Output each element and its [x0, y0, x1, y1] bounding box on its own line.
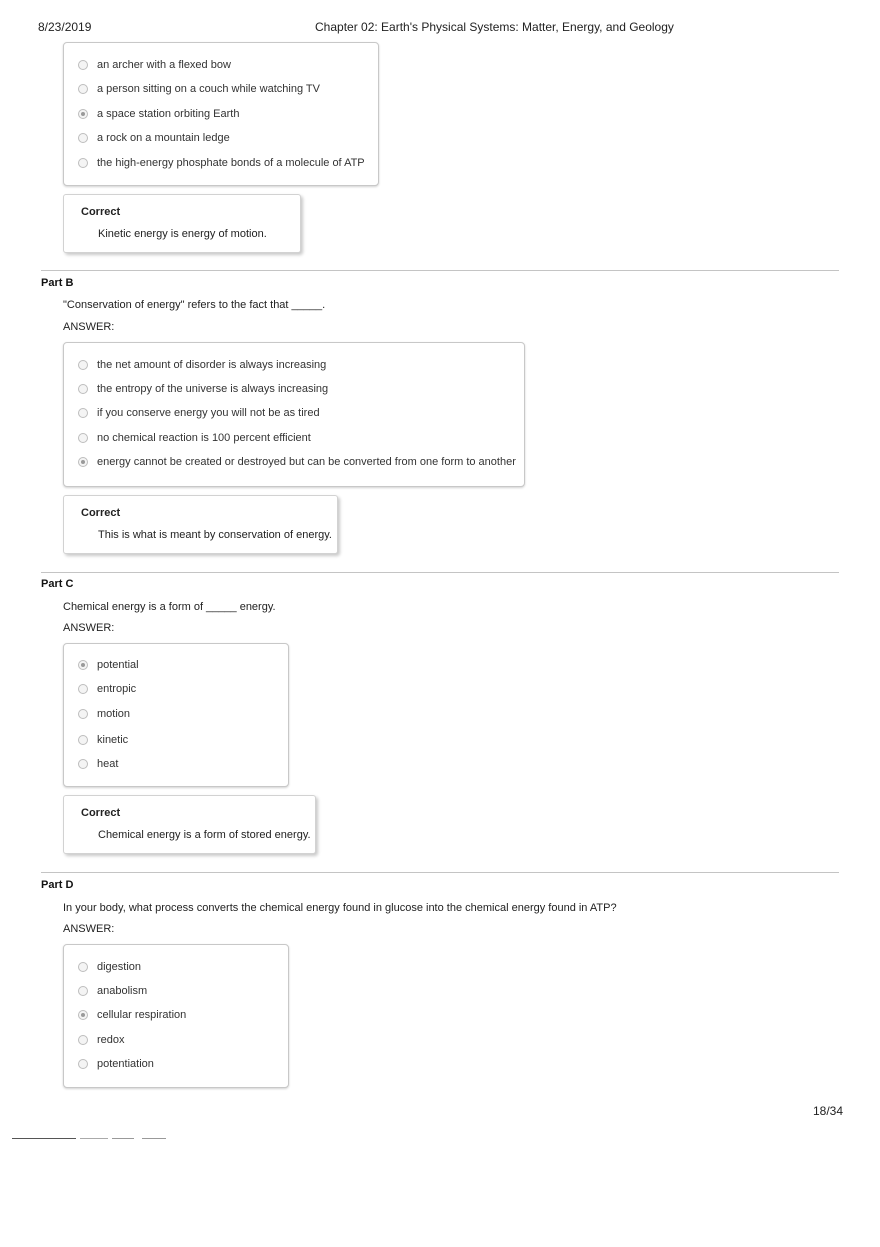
radio-icon[interactable] [78, 986, 88, 996]
partc-options-box: potential entropic motion kinetic heat [63, 643, 289, 787]
feedback-text: Chemical energy is a form of stored energy. [98, 829, 311, 841]
parta-feedback [63, 194, 301, 253]
partd-answer-label: ANSWER: [63, 923, 115, 935]
partd-title: Part D [41, 879, 74, 891]
radio-icon[interactable] [78, 133, 88, 143]
partc-answer-label: ANSWER: [63, 622, 115, 634]
print-date: 8/23/2019 [38, 20, 92, 34]
radio-icon[interactable] [78, 962, 88, 972]
partd-question: In your body, what process converts the chemical energy found in glucose into the chemical energy found in ATP? [63, 902, 617, 914]
partb-options-box: the net amount of disorder is always increasing the entropy of the universe is always increasing if you conserve energy you will not be as tired no chemical reaction is 100 percent efficient energy cannot be created or destroyed but can be converted from one form to another [63, 342, 525, 487]
radio-icon[interactable] [78, 735, 88, 745]
partb-question: "Conservation of energy" refers to the fact that _____. [63, 299, 326, 311]
feedback-title: Correct [81, 507, 121, 519]
footer-line [112, 1138, 134, 1139]
radio-selected-icon[interactable] [78, 457, 88, 467]
feedback-text: Kinetic energy is energy of motion. [98, 228, 267, 240]
radio-icon[interactable] [78, 408, 88, 418]
partc-feedback [63, 795, 316, 854]
divider [41, 872, 839, 873]
radio-icon[interactable] [78, 84, 88, 94]
feedback-text: This is what is meant by conservation of energy. [98, 529, 332, 541]
divider [41, 270, 839, 271]
parta-options-box: an archer with a flexed bow a person sitting on a couch while watching TV a space station orbiting Earth a rock on a mountain ledge the high-energy phosphate bonds of a molecule of ATP [63, 42, 379, 186]
feedback-title: Correct [81, 206, 121, 218]
radio-icon[interactable] [78, 1035, 88, 1045]
footer-line [12, 1138, 76, 1139]
partb-answer-label: ANSWER: [63, 321, 115, 333]
radio-icon[interactable] [78, 433, 88, 443]
feedback-title: Correct [81, 807, 121, 819]
radio-selected-icon[interactable] [78, 660, 88, 670]
page-number: 18/34 [813, 1104, 844, 1118]
divider [41, 572, 839, 573]
partb-title: Part B [41, 277, 74, 289]
radio-icon[interactable] [78, 759, 88, 769]
radio-icon[interactable] [78, 1059, 88, 1069]
radio-icon[interactable] [78, 158, 88, 168]
radio-selected-icon[interactable] [78, 109, 88, 119]
radio-icon[interactable] [78, 709, 88, 719]
partc-title: Part C [41, 578, 74, 590]
partb-feedback [63, 495, 338, 554]
partc-question: Chemical energy is a form of _____ energy. [63, 601, 276, 613]
partd-options-box: digestion anabolism cellular respiration redox potentiation [63, 944, 289, 1088]
radio-selected-icon[interactable] [78, 1010, 88, 1020]
radio-icon[interactable] [78, 360, 88, 370]
radio-icon[interactable] [78, 60, 88, 70]
footer-line [80, 1138, 108, 1139]
radio-icon[interactable] [78, 684, 88, 694]
page-title: Chapter 02: Earth's Physical Systems: Matter, Energy, and Geology [315, 20, 674, 34]
footer-line [142, 1138, 166, 1139]
radio-icon[interactable] [78, 384, 88, 394]
